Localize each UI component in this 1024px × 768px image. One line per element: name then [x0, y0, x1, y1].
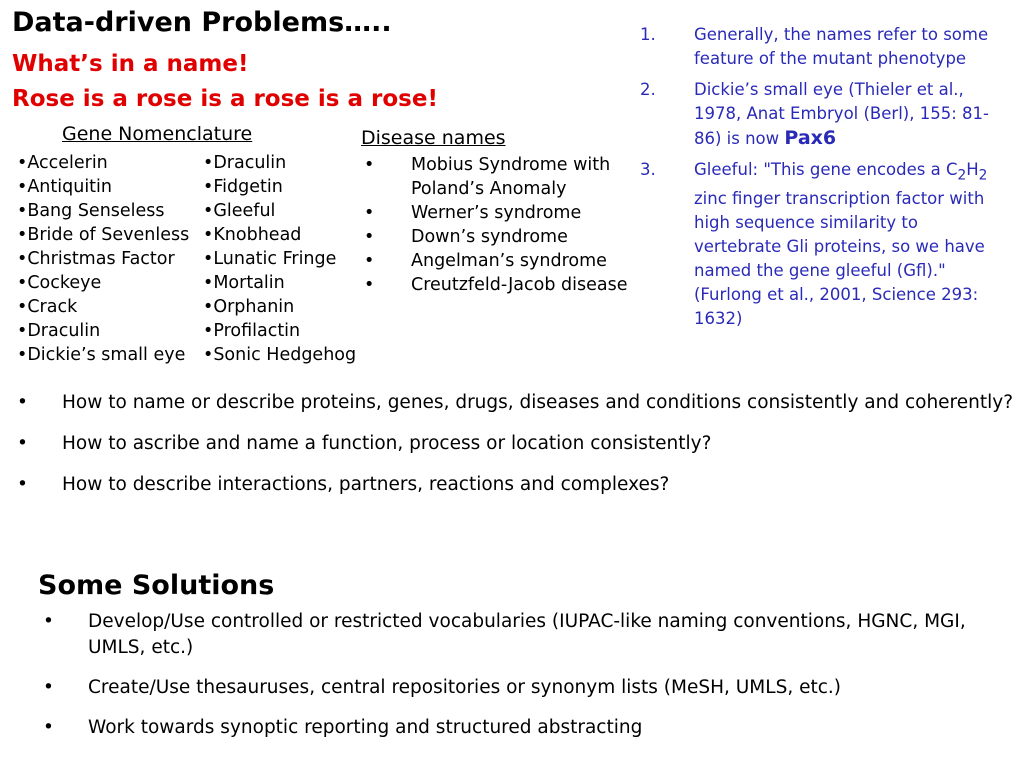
note-item [640, 158, 1010, 331]
list-item: • Sonic Hedgehog [203, 343, 356, 367]
list-item: • Gleeful [203, 199, 356, 223]
gene-list-column-2 [203, 151, 356, 367]
list-item: • Bang Senseless [17, 199, 189, 223]
disease-names-heading: Disease names [361, 127, 506, 149]
list-item: • Angelman’s syndrome [361, 249, 633, 273]
questions-list [14, 390, 1014, 513]
subscript: 2 [978, 167, 988, 184]
list-item: • Crack [17, 295, 189, 319]
list-item: • Down’s syndrome [361, 225, 633, 249]
list-item: • How to name or describe proteins, genes, drugs, diseases and conditions consistently and coherently? [14, 390, 1014, 416]
pax6-gene-name: Pax6 [784, 127, 837, 149]
subscript: 2 [957, 167, 967, 184]
numbered-notes [640, 23, 1010, 338]
list-item: • Knobhead [203, 223, 356, 247]
note-item [640, 78, 1010, 151]
solutions-heading: Some Solutions [38, 570, 275, 601]
gene-list-column-1 [17, 151, 189, 367]
list-item: • Develop/Use controlled or restricted vocabularies (IUPAC-like naming conventions, HGNC, MGI, UMLS, etc.) [38, 609, 1008, 661]
list-item: • Mortalin [203, 271, 356, 295]
page-title: Data-driven Problems….. [12, 7, 392, 38]
gene-nomenclature-heading: Gene Nomenclature [62, 123, 253, 145]
note-text: Gleeful: "This gene encodes a C [694, 160, 958, 179]
note-text: zinc finger transcription factor with high sequence similarity to vertebrate Gli proteins, so we have named the gene gleeful (Gfl)." (Furlong et al., 2001, Science 293: 1632) [694, 189, 985, 329]
solutions-list [38, 609, 1008, 755]
list-item: • Dickie’s small eye [17, 343, 189, 367]
list-item: • Draculin [17, 319, 189, 343]
note-text: Dickie’s small eye (Thieler et al., 1978, Anat Embryol (Berl), 155: 81-86) is now [694, 80, 989, 148]
list-item: • How to describe interactions, partners, reactions and complexes? [14, 472, 1014, 498]
list-item: • Werner’s syndrome [361, 201, 633, 225]
disease-list [361, 153, 633, 297]
list-item: • Lunatic Fringe [203, 247, 356, 271]
list-item: • Profilactin [203, 319, 356, 343]
note-text: Generally, the names refer to some feature of the mutant phenotype [694, 25, 989, 68]
list-item: • Fidgetin [203, 175, 356, 199]
list-item: • Orphanin [203, 295, 356, 319]
list-item: • Accelerin [17, 151, 189, 175]
note-text: H [966, 160, 979, 179]
list-item: • Christmas Factor [17, 247, 189, 271]
list-item: • Bride of Sevenless [17, 223, 189, 247]
subtitle-whats-in-a-name: What’s in a name! [12, 51, 249, 77]
list-item: • Draculin [203, 151, 356, 175]
list-item: • Mobius Syndrome with Poland’s Anomaly [361, 153, 633, 201]
note-number: 2. [640, 80, 656, 99]
list-item: • Cockeye [17, 271, 189, 295]
note-number: 3. [640, 160, 656, 179]
list-item: • Create/Use thesauruses, central repositories or synonym lists (MeSH, UMLS, etc.) [38, 675, 1008, 701]
note-number: 1. [640, 25, 656, 44]
list-item: • How to ascribe and name a function, process or location consistently? [14, 431, 1014, 457]
subtitle-rose-quote: Rose is a rose is a rose is a rose! [12, 86, 438, 112]
note-item [640, 23, 1010, 71]
list-item: • Antiquitin [17, 175, 189, 199]
list-item: • Creutzfeld-Jacob disease [361, 273, 633, 297]
list-item: • Work towards synoptic reporting and structured abstracting [38, 715, 1008, 741]
